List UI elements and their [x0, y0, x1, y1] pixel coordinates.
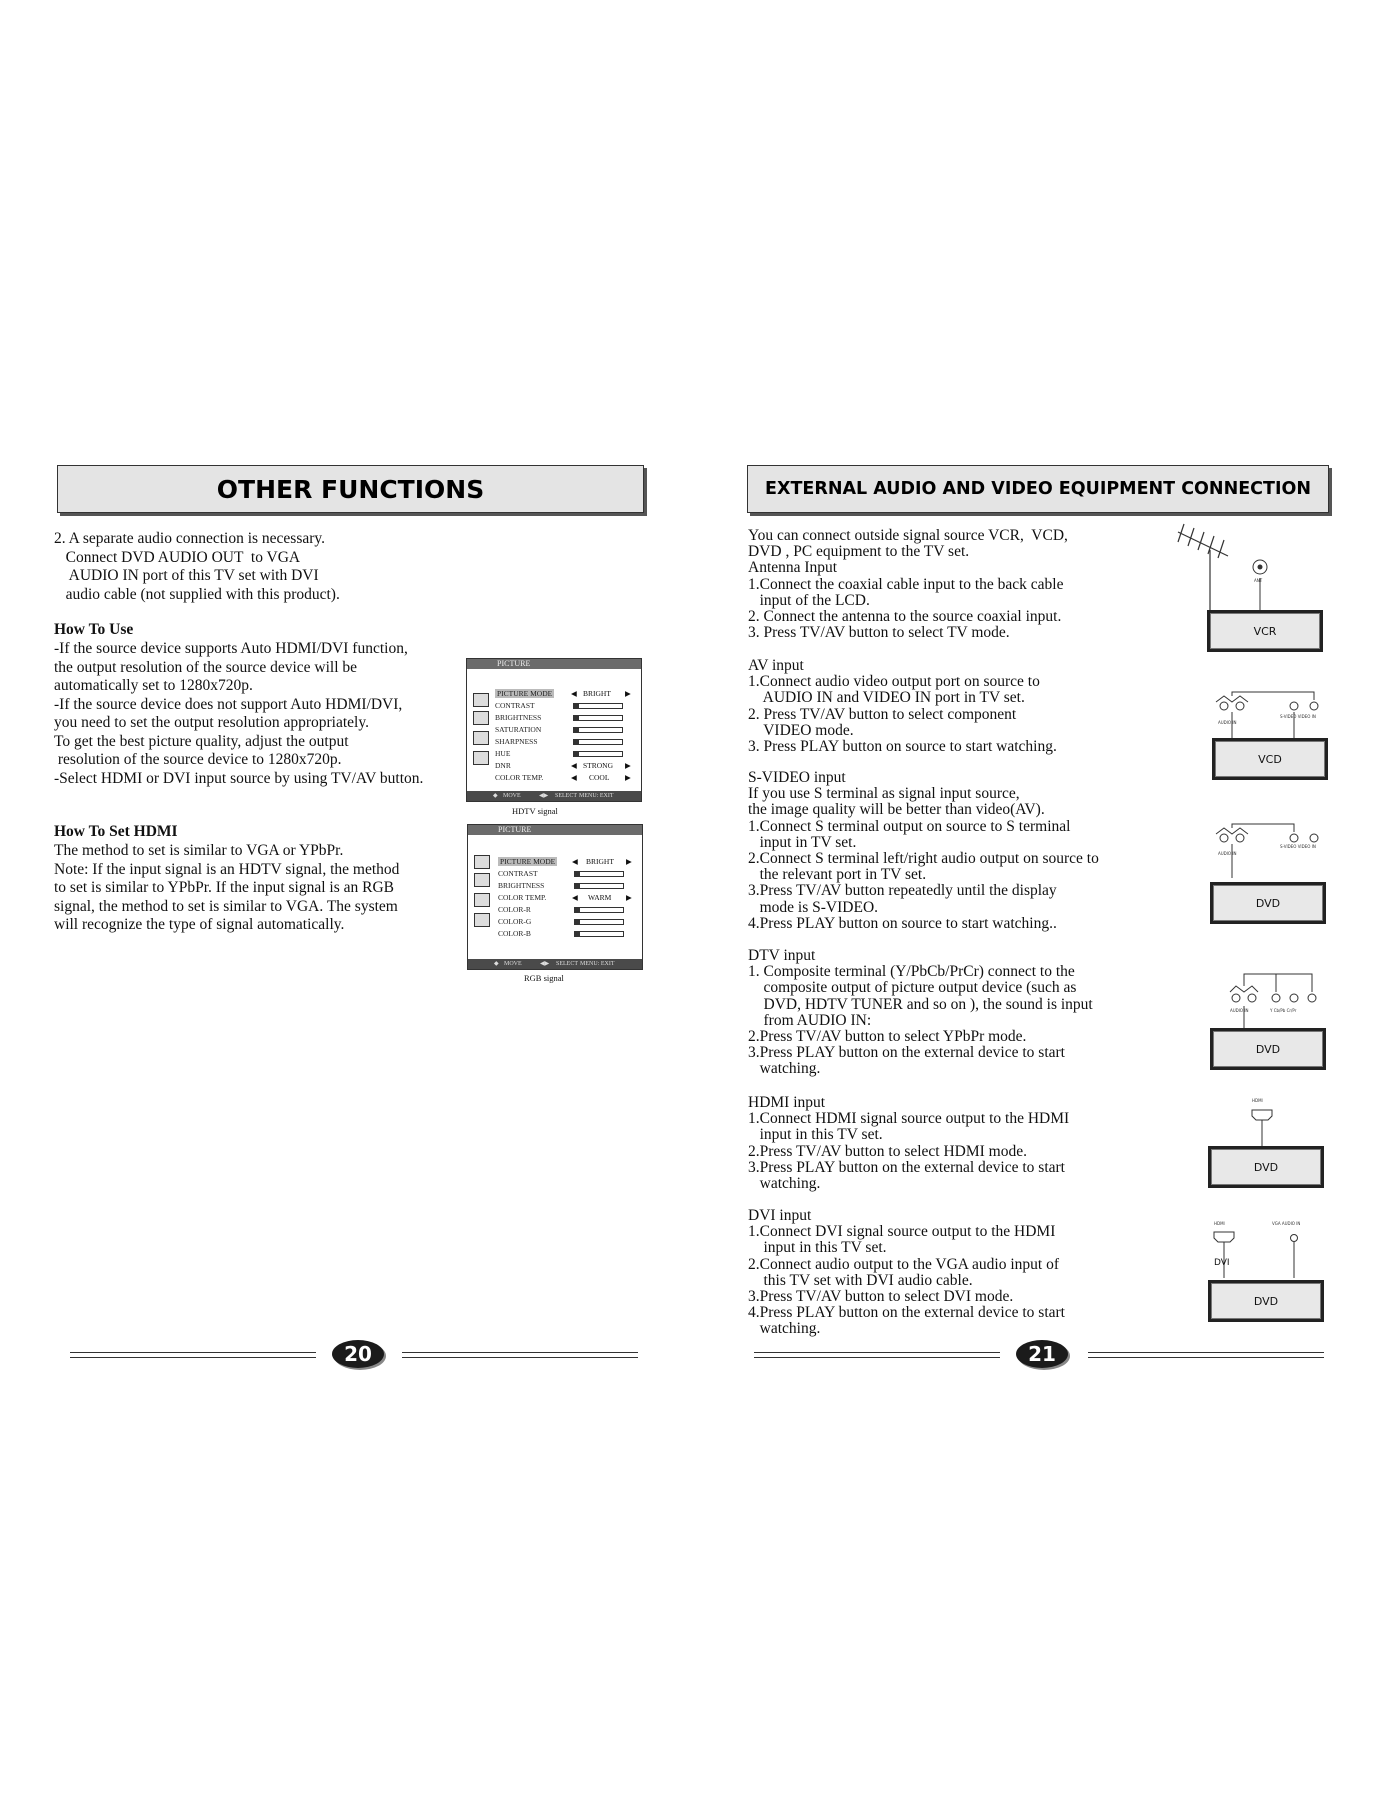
- audio-in-label: AUDIO IN: [1218, 851, 1237, 856]
- osd-footer-move: MOVE: [504, 961, 522, 967]
- osd-row: COLOR-B: [498, 929, 531, 938]
- brightness-bar: [574, 883, 624, 889]
- dvd-device: DVD: [1208, 1146, 1324, 1188]
- select-icon: ◀▶: [539, 793, 549, 799]
- color-temp-value: WARM: [588, 893, 612, 902]
- hue-bar: [573, 751, 623, 757]
- right-page-title: EXTERNAL AUDIO AND VIDEO EQUIPMENT CONNECTION: [747, 465, 1329, 513]
- saturation-bar: [573, 727, 623, 733]
- arrow-right-icon: ▶: [625, 689, 631, 698]
- dvd-device: DVD: [1208, 1280, 1324, 1322]
- osd-caption-rgb: RGB signal: [524, 973, 564, 983]
- osd-row: PICTURE MODE: [500, 857, 556, 866]
- osd-row: BRIGHTNESS: [498, 881, 545, 890]
- osd-row: COLOR-G: [498, 917, 532, 926]
- contrast-bar: [573, 703, 623, 709]
- move-icon: ◆: [494, 961, 499, 967]
- osd-row: SHARPNESS: [495, 737, 538, 746]
- how-to-use-text: -If the source device supports Auto HDMI/DVI function, the output resolution of the source device will be automatically set to 1280x720p. -If the source device does not support Auto HDMI/DVI, you need to set the output resolution appropriately. To get the best picture quality, adjust the output resolution of the source device to 1280x720p. -Select HDMI or DVI input source by using TV/AV button.: [54, 640, 424, 787]
- left-footer-line: [70, 1352, 316, 1358]
- osd-footer-select: SELECT: [556, 961, 578, 967]
- osd-row: BRIGHTNESS: [495, 713, 542, 722]
- vcr-device: VCR: [1207, 610, 1323, 652]
- left-footer-line: [402, 1352, 638, 1358]
- svideo-input-text: S-VIDEO input If you use S terminal as signal input source, the image quality will be better than video(AV). 1.Connect S terminal output on source to S terminal input in TV set. 2.Connect S terminal left/right audio output on source to the relevant port in TV set. 3.Press TV/AV button repeatedly until the display mode is S-VIDEO. 4.Press PLAY button on source to start watching..: [748, 769, 1099, 932]
- right-footer-line: [1088, 1352, 1324, 1358]
- osd-caption-hdtv: HDTV signal: [512, 806, 558, 816]
- audio-in-label: AUDIO IN: [1218, 720, 1237, 725]
- color-g-bar: [574, 919, 624, 925]
- osd-row: COLOR TEMP.: [498, 893, 547, 902]
- vga-audio-in-label: VGA AUDIO IN: [1272, 1221, 1301, 1226]
- osd-footer-menu: MENU: EXIT: [579, 793, 614, 799]
- dvd-device: DVD: [1210, 1028, 1326, 1070]
- osd-footer-move: MOVE: [503, 793, 521, 799]
- osd-footer: [468, 959, 642, 969]
- arrow-right-icon: ▶: [625, 761, 631, 770]
- coax-connector-icon: [1250, 558, 1270, 618]
- picture-icon: [474, 855, 490, 869]
- svideo-video-in-label: S-VIDEO VIDEO IN: [1280, 714, 1316, 719]
- screen-icon: [474, 873, 490, 887]
- arrow-left-icon: ◀: [571, 761, 577, 770]
- osd-footer-select: SELECT: [555, 793, 577, 799]
- page-number-right: 21: [1016, 1340, 1068, 1368]
- svideo-video-in-label: S-VIDEO VIDEO IN: [1280, 844, 1316, 849]
- osd-row: HUE: [495, 749, 511, 758]
- osd-row: SATURATION: [495, 725, 542, 734]
- picture-icon: [473, 693, 489, 707]
- vcd-device: VCD: [1212, 738, 1328, 780]
- how-to-use-heading: How To Use: [54, 621, 134, 638]
- osd-row: COLOR TEMP.: [495, 773, 544, 782]
- osd-picture-menu-hdtv: [466, 658, 642, 802]
- dvi-input-text: DVI input 1.Connect DVI signal source output to the HDMI input in this TV set. 2.Connect audio output to the VGA audio input of this TV set with DVI audio cable. 3.Press TV/AV button to select DVI mode. 4.Press PLAY button on the external device to start watching.: [748, 1207, 1065, 1338]
- arrow-left-icon: ◀: [571, 773, 577, 782]
- hdmi-input-text: HDMI input 1.Connect HDMI signal source output to the HDMI input in this TV set. 2.Press TV/AV button to select HDMI mode. 3.Press PLAY button on the external device to start watching.: [748, 1094, 1070, 1193]
- osd-header: PICTURE: [467, 659, 641, 669]
- sound-icon: [473, 731, 489, 745]
- hdmi-connector-icon: [1248, 1104, 1278, 1150]
- osd-header: PICTURE: [468, 825, 642, 835]
- osd-picture-menu-rgb: [467, 824, 643, 970]
- tv-icon: [473, 751, 489, 765]
- page-number-left: 20: [332, 1340, 384, 1368]
- av-input-text: AV input 1.Connect audio video output port on source to AUDIO IN and VIDEO IN port in TV set. 2. Press TV/AV button to select component VIDEO mode. 3. Press PLAY button on source to start watching.: [748, 657, 1057, 756]
- arrow-left-icon: ◀: [571, 689, 577, 698]
- arrow-left-icon: ◀: [572, 893, 578, 902]
- dtv-input-text: DTV input 1. Composite terminal (Y/PbCb/PrCr) connect to the composite output of picture output device (such as DVD, HDTV TUNER and so on ), the sound is input from AUDIO IN: 2.Press TV/AV button to select YPbPr mode. 3.Press PLAY button on the external device to start watching.: [748, 947, 1093, 1078]
- brightness-bar: [573, 715, 623, 721]
- move-icon: ◆: [493, 793, 498, 799]
- osd-row: DNR: [495, 761, 511, 770]
- arrow-right-icon: ▶: [625, 773, 631, 782]
- picture-mode-value: BRIGHT: [583, 689, 611, 698]
- color-temp-value: COOL: [589, 773, 610, 782]
- left-intro-text: 2. A separate audio connection is necessary. Connect DVD AUDIO OUT to VGA AUDIO IN port of this TV set with DVI audio cable (not supplied with this product).: [54, 530, 340, 603]
- sharpness-bar: [573, 739, 623, 745]
- osd-footer-menu: MENU: EXIT: [580, 961, 615, 967]
- sound-icon: [474, 893, 490, 907]
- right-intro-text: You can connect outside signal source VCR, VCD, DVD , PC equipment to the TV set. Antenna Input 1.Connect the coaxial cable input to the back cable input of the LCD. 2. Connect the antenna to the source coaxial input. 3. Press TV/AV button to select TV mode.: [748, 527, 1068, 642]
- arrow-left-icon: ◀: [572, 857, 578, 866]
- color-r-bar: [574, 907, 624, 913]
- screen-icon: [473, 711, 489, 725]
- dvd-device: DVD: [1210, 882, 1326, 924]
- osd-row: CONTRAST: [495, 701, 535, 710]
- select-icon: ◀▶: [540, 961, 550, 967]
- hdmi-label: HDMI: [1214, 1221, 1225, 1226]
- component-connectors-icon: [1226, 972, 1336, 1032]
- audio-in-label: AUDIO IN: [1230, 1008, 1249, 1013]
- osd-footer: [467, 791, 641, 801]
- dnr-value: STRONG: [583, 761, 614, 770]
- ant-label: ANT: [1254, 578, 1263, 583]
- left-page-title: OTHER FUNCTIONS: [57, 465, 644, 513]
- arrow-right-icon: ▶: [626, 893, 632, 902]
- how-to-set-hdmi-heading: How To Set HDMI: [54, 823, 178, 840]
- color-b-bar: [574, 931, 624, 937]
- osd-row: PICTURE MODE: [497, 689, 553, 698]
- how-to-set-hdmi-text: The method to set is similar to VGA or YPbPr. Note: If the input signal is an HDTV signal, the method to set is similar to YPbPr. If the input signal is an RGB signal, the method to set is similar to VGA. The system will recognize the type of signal automatically.: [54, 842, 400, 933]
- hdmi-label: HDMI: [1252, 1098, 1263, 1103]
- contrast-bar: [574, 871, 624, 877]
- arrow-right-icon: ▶: [626, 857, 632, 866]
- tv-icon: [474, 913, 490, 927]
- picture-mode-value: BRIGHT: [586, 857, 614, 866]
- dvi-label: DVI: [1214, 1258, 1230, 1268]
- right-footer-line: [754, 1352, 1000, 1358]
- osd-row: CONTRAST: [498, 869, 538, 878]
- osd-row: COLOR-R: [498, 905, 531, 914]
- ypbpr-label: Y Cb/Pb Cr/Pr: [1270, 1008, 1297, 1013]
